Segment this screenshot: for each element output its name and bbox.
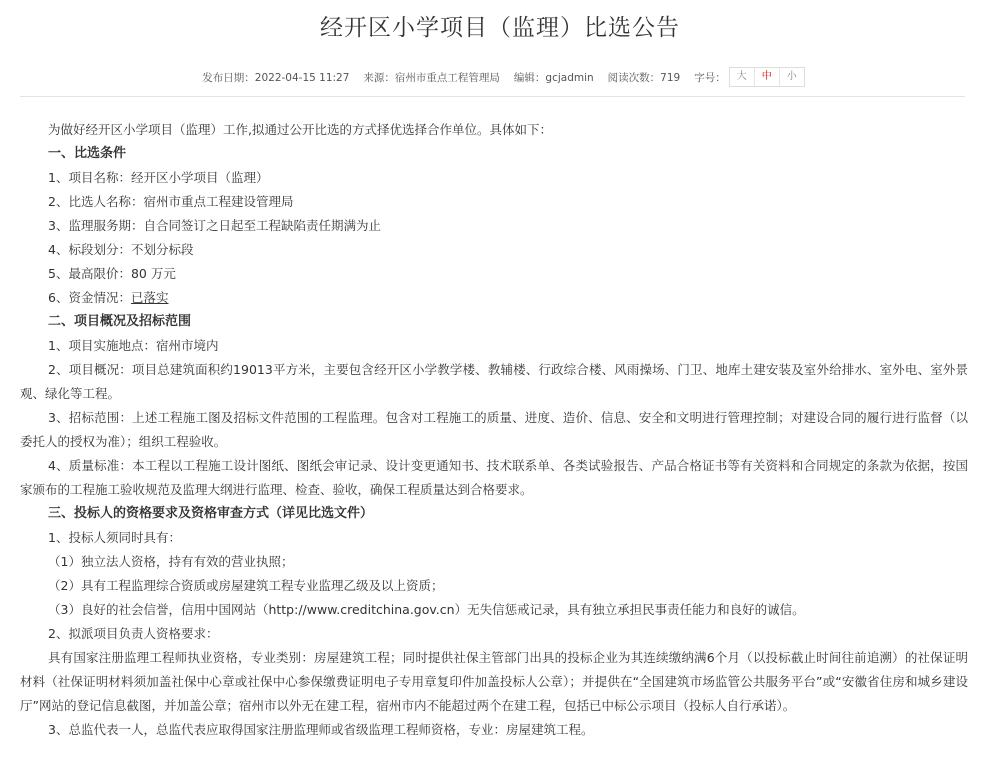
qualification-subheading: 1、投标人须同时具有： bbox=[48, 530, 181, 545]
section-heading-qualification: 三、投标人的资格要求及资格审查方式（详见比选文件） bbox=[48, 506, 374, 521]
condition-item-funding bbox=[20, 286, 968, 310]
condition-item: 5、最高限价：80 万元 bbox=[48, 266, 176, 281]
qualification-item: （2）具有工程监理综合资质或房屋建筑工程专业监理乙级及以上资质； bbox=[48, 578, 444, 593]
condition-item: 4、标段划分：不划分标段 bbox=[48, 242, 194, 257]
page-title: 经开区小学项目（监理）比选公告 bbox=[320, 15, 680, 41]
view-count: 阅读次数：719 bbox=[607, 71, 681, 84]
font-size-medium-button[interactable]: 中 bbox=[754, 68, 779, 86]
font-size-small-button[interactable]: 小 bbox=[779, 68, 804, 86]
condition-item: 1、项目名称：经开区小学项目（监理） bbox=[48, 170, 269, 185]
font-size-label: 字号： bbox=[694, 71, 726, 84]
qualification-item: （3）良好的社会信誉，信用中国网站（http://www.creditchina.gov.cn）无失信惩戒记录，具有独立承担民事责任能力和良好的诚信。 bbox=[48, 602, 805, 617]
qualification-subheading: 3、总监代表一人，总监代表应取得国家注册监理师或省级监理工程师资格，专业：房屋建筑工程。 bbox=[48, 722, 594, 737]
qualification-paragraph: 具有国家注册监理工程师执业资格，专业类别：房屋建筑工程；同时提供社保主管部门出具的投标企业为其连续缴纳满6个月（以投标截止时间往前追溯）的社保证明材料（社保证明材料须加盖社保中心章或社保中心参保缴费证明电子专用章复印件加盖投标人公章）；并提供在“全国建筑市场监管公共服务平台”或“安徽省住房和城乡建设厅”网站的登记信息截图，并加盖公章；宿州市以外无在建工程，宿州市内不能超过两个在建工程，包括已中标公示项目（投标人自行承诺）。 bbox=[20, 650, 968, 713]
overview-item: 1、项目实施地点：宿州市境内 bbox=[48, 338, 219, 353]
section-heading-conditions: 一、比选条件 bbox=[48, 146, 127, 161]
funding-status: 已落实 bbox=[130, 290, 169, 305]
intro-paragraph: 为做好经开区小学项目（监理）工作,拟通过公开比选的方式择优选择合作单位。具体如下： bbox=[48, 122, 552, 137]
publish-date: 发布日期：2022-04-15 11:27 bbox=[202, 71, 350, 84]
overview-item: 2、项目概况：项目总建筑面积约19013平方米，主要包含经开区小学教学楼、教辅楼、行政综合楼、风雨操场、门卫、地库土建安装及室外给排水、室外电、室外景观、绿化等工程。 bbox=[20, 362, 968, 401]
qualification-subheading: 2、拟派项目负责人资格要求： bbox=[48, 626, 219, 641]
overview-item: 4、质量标准：本工程以工程施工设计图纸、图纸会审记录、设计变更通知书、技术联系单、各类试验报告、产品合格证书等有关资料和合同规定的条款为依据，按国家颁布的工程施工验收规范及监理大纲进行监理、检查、验收，确保工程质量达到合格要求。 bbox=[20, 458, 968, 497]
condition-item: 2、比选人名称：宿州市重点工程建设管理局 bbox=[48, 194, 294, 209]
article-source: 来源：宿州市重点工程管理局 bbox=[363, 71, 500, 84]
font-size-large-button[interactable]: 大 bbox=[736, 71, 747, 82]
section-heading-overview: 二、项目概况及招标范围 bbox=[48, 314, 192, 329]
condition-item: 3、监理服务期：自合同签订之日起至工程缺陷责任期满为止 bbox=[48, 218, 381, 233]
article-editor: 编辑：gcjadmin bbox=[513, 71, 594, 84]
article-meta-bar bbox=[0, 66, 1000, 88]
qualification-item: （1）独立法人资格，持有有效的营业执照； bbox=[48, 554, 294, 569]
header-divider bbox=[20, 96, 965, 97]
font-size-switcher bbox=[729, 67, 805, 87]
overview-item: 3、招标范围：上述工程施工图及招标文件范围的工程监理。包含对工程施工的质量、进度、造价、信息、安全和文明进行管理控制；对建设合同的履行进行监督（以委托人的授权为准）；组织工程验收。 bbox=[20, 410, 968, 449]
funding-label: 6、资金情况： bbox=[48, 290, 131, 305]
article-body bbox=[20, 118, 968, 742]
